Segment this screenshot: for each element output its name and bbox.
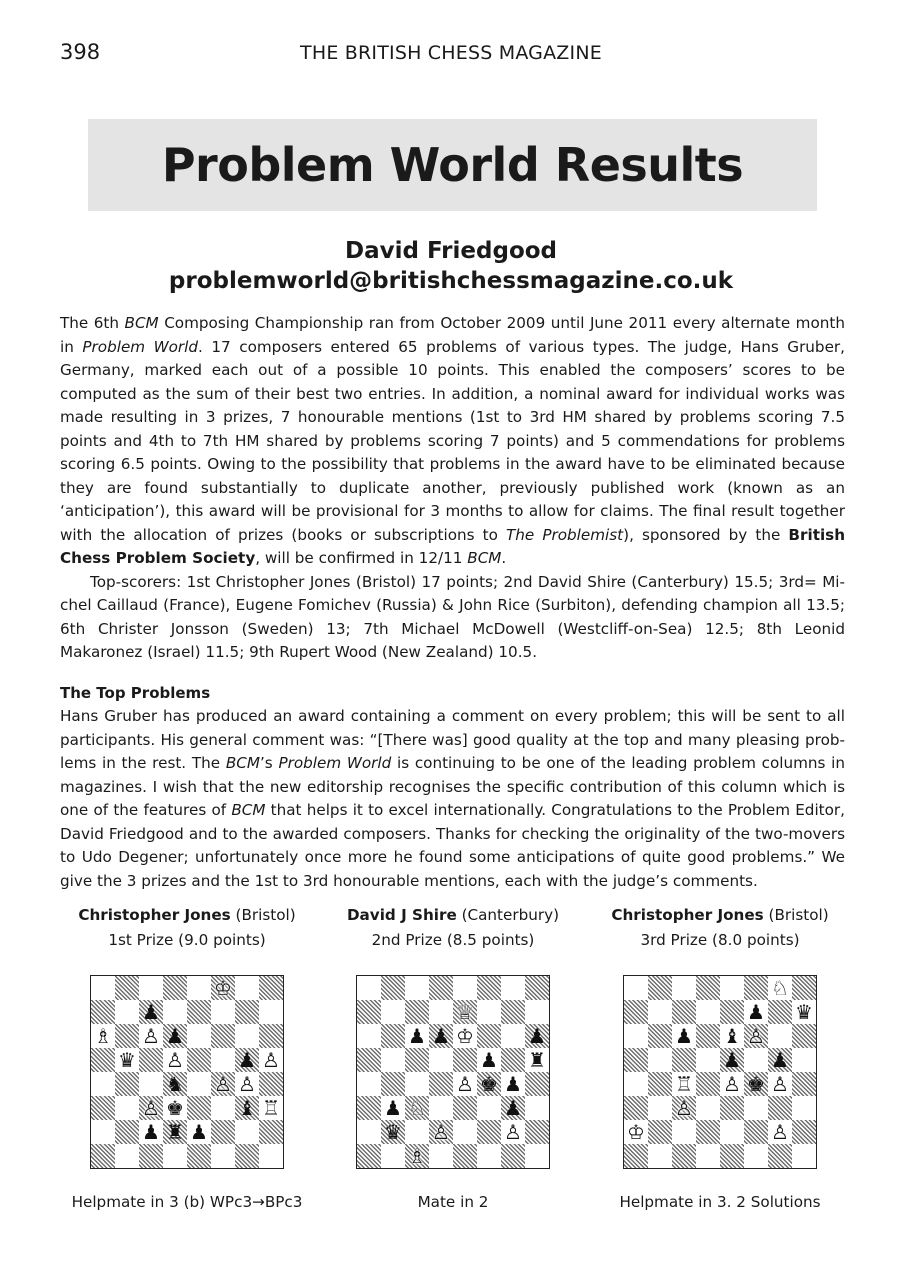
light-square [211,1096,235,1120]
dark-square [187,1000,211,1024]
dark-square [187,1096,211,1120]
composer-place: (Bristol) [763,906,829,924]
black-pawn-icon: ♟ [504,1096,522,1120]
dark-square [381,1072,405,1096]
light-square [477,1096,501,1120]
white-queen-icon: ♕ [456,1000,474,1024]
white-king-icon: ♔ [214,976,232,1000]
prize-label: 1st Prize (9.0 points) [108,931,266,949]
black-pawn-icon: ♟ [480,1048,498,1072]
prize-label: 2nd Prize (8.5 points) [371,931,535,949]
light-square [744,1048,768,1072]
composer-place: (Bristol) [230,906,296,924]
light-square [91,976,115,1000]
white-bishop-icon: ♗ [94,1024,112,1048]
light-square [259,1000,283,1024]
composer-name: Christopher Jones [78,906,231,924]
white-king-icon: ♔ [456,1024,474,1048]
dark-square [792,1072,816,1096]
light-square [624,976,648,1000]
dark-square [187,1048,211,1072]
dark-square [768,1144,792,1168]
dark-square [648,1072,672,1096]
dark-square [648,1024,672,1048]
light-square [381,1000,405,1024]
black-king-icon: ♚ [747,1072,765,1096]
light-square [115,1144,139,1168]
light-square [696,1048,720,1072]
light-square [357,976,381,1000]
black-pawn-icon: ♟ [142,1000,160,1024]
dark-square [115,976,139,1000]
light-square [235,1120,259,1144]
dark-square [139,1048,163,1072]
light-square [429,1096,453,1120]
composer-name: David J Shire [346,906,457,924]
light-square [235,1024,259,1048]
dark-square [235,1144,259,1168]
white-knight-icon: ♘ [408,1096,426,1120]
byline [60,236,842,296]
black-rook-icon: ♜ [528,1048,546,1072]
prize-label: 3rd Prize (8.0 points) [640,931,800,949]
light-square [211,1144,235,1168]
dark-square [259,1024,283,1048]
light-square [211,1048,235,1072]
white-bishop-icon: ♗ [408,1144,426,1168]
light-square [139,976,163,1000]
light-square [696,1144,720,1168]
title-banner [88,119,817,211]
dark-square [525,976,549,1000]
white-pawn-icon: ♙ [504,1120,522,1144]
light-square [624,1024,648,1048]
light-square [624,1072,648,1096]
dark-square [501,1144,525,1168]
light-square [357,1072,381,1096]
light-square [163,1144,187,1168]
dark-square [211,1120,235,1144]
light-square [768,1024,792,1048]
white-pawn-icon: ♙ [675,1096,693,1120]
light-square [672,976,696,1000]
dark-square [696,1072,720,1096]
dark-square [357,1144,381,1168]
light-square [235,976,259,1000]
light-square [405,976,429,1000]
light-square [648,1048,672,1072]
composer-place: (Canterbury) [456,906,560,924]
black-queen-icon: ♛ [118,1048,136,1072]
dark-square [720,1096,744,1120]
black-bishop-icon: ♝ [238,1096,256,1120]
white-pawn-icon: ♙ [747,1024,765,1048]
dark-square [91,1000,115,1024]
diagram-3 [585,903,855,1211]
section-heading: The Top Problems [60,683,211,702]
dark-square [453,1048,477,1072]
dark-square [792,1120,816,1144]
black-pawn-icon: ♟ [675,1024,693,1048]
chess-board [356,975,550,1169]
dark-square [163,976,187,1000]
dark-square [429,976,453,1000]
light-square [429,1144,453,1168]
black-pawn-icon: ♟ [771,1048,789,1072]
dark-square [381,976,405,1000]
light-square [357,1024,381,1048]
black-pawn-icon: ♟ [238,1048,256,1072]
dark-square [672,1048,696,1072]
stipulation: Helpmate in 3 (b) WPc3→BPc3 [71,1193,303,1211]
black-pawn-icon: ♟ [723,1048,741,1072]
dark-square [235,1000,259,1024]
dark-square [501,1048,525,1072]
dark-square [648,976,672,1000]
light-square [259,1144,283,1168]
page-number: 398 [60,40,101,64]
paragraph-top-problems: Hans Gruber has produced an award containing a comment on every problem; this will be sent to all participants. His general comment was: “[There was] good quality at the top and many pleasing problems in the rest. The BCM’s Problem World is continuing to be one of the leading problem columns in magazines. I wish that the new editorship recognises the specific contribution of this column which is one of the features of BCM that helps it to excel internationally. Congratulations to the Problem Editor, David Friedgood and to the awarded composers. Thanks for checking the originality of the two-movers to Udo Degener; unfortunately once more he found some anticipations of quite good problems.” We give the 3 prizes and the 1st to 3rd honourable mentions, each with the judge’s comments. [60,707,846,890]
dark-square [501,1000,525,1024]
dark-square [624,1000,648,1024]
dark-square [187,1144,211,1168]
dark-square [477,1120,501,1144]
light-square [525,1096,549,1120]
white-pawn-icon: ♙ [432,1120,450,1144]
black-knight-icon: ♞ [166,1072,184,1096]
black-king-icon: ♚ [166,1096,184,1120]
dark-square [91,1048,115,1072]
black-bishop-icon: ♝ [723,1024,741,1048]
white-pawn-icon: ♙ [142,1096,160,1120]
black-pawn-icon: ♟ [142,1120,160,1144]
dark-square [720,1144,744,1168]
dark-square [259,1120,283,1144]
light-square [429,1048,453,1072]
light-square [792,1048,816,1072]
white-pawn-icon: ♙ [214,1072,232,1096]
dark-square [525,1120,549,1144]
light-square [187,976,211,1000]
author-name: David Friedgood [344,238,558,264]
black-pawn-icon: ♟ [432,1024,450,1048]
stipulation: Mate in 2 [417,1193,489,1211]
dark-square [792,1024,816,1048]
light-square [792,1144,816,1168]
stipulation: Helpmate in 3. 2 Solutions [619,1193,821,1211]
black-queen-icon: ♛ [795,1000,813,1024]
dark-square [624,1144,648,1168]
dark-square [792,976,816,1000]
white-pawn-icon: ♙ [262,1048,280,1072]
white-pawn-icon: ♙ [723,1072,741,1096]
author-email: problemworld@britishchessmagazine.co.uk [168,268,734,294]
dark-square [624,1096,648,1120]
dark-square [115,1120,139,1144]
black-pawn-icon: ♟ [384,1096,402,1120]
dark-square [211,1024,235,1048]
dark-square [648,1120,672,1144]
dark-square [696,1024,720,1048]
light-square [744,1144,768,1168]
light-square [453,1120,477,1144]
black-rook-icon: ♜ [166,1120,184,1144]
black-pawn-icon: ♟ [408,1024,426,1048]
white-knight-icon: ♘ [771,976,789,1000]
dark-square [720,1000,744,1024]
dark-square [405,1000,429,1024]
light-square [115,1096,139,1120]
light-square [405,1072,429,1096]
dark-square [696,976,720,1000]
dark-square [357,1048,381,1072]
black-pawn-icon: ♟ [504,1072,522,1096]
chess-board [623,975,817,1169]
dark-square [259,1072,283,1096]
dark-square [429,1072,453,1096]
dark-square [525,1072,549,1096]
dark-square [744,976,768,1000]
light-square [405,1120,429,1144]
light-square [187,1024,211,1048]
dark-square [477,976,501,1000]
light-square [477,1000,501,1024]
light-square [525,1144,549,1168]
dark-square [91,1096,115,1120]
dark-square [768,1096,792,1120]
dark-square [453,1096,477,1120]
black-pawn-icon: ♟ [528,1024,546,1048]
light-square [381,1048,405,1072]
light-square [187,1072,211,1096]
light-square [648,1000,672,1024]
white-pawn-icon: ♙ [771,1120,789,1144]
light-square [211,1000,235,1024]
dark-square [357,1000,381,1024]
diagram-1 [52,903,322,1211]
dark-square [744,1120,768,1144]
chess-board [90,975,284,1169]
black-king-icon: ♚ [480,1072,498,1096]
light-square [720,1120,744,1144]
light-square [696,1096,720,1120]
light-square [792,1096,816,1120]
light-square [453,976,477,1000]
light-square [672,1120,696,1144]
composer-name: Christopher Jones [611,906,764,924]
light-square [744,1096,768,1120]
dark-square [768,1000,792,1024]
white-pawn-icon: ♙ [771,1072,789,1096]
black-pawn-icon: ♟ [190,1120,208,1144]
paragraph-top-scorers: Top-scorers: 1st Christopher Jones (Bristol) 17 points; 2nd David Shire (Canterbury) 15.5; 3rd= Michel Caillaud (France), Eugene Fomichev (Russia) & John Rice (Surbiton), defending champion all 13.5; 6th Christer Jonsson (Sweden) 13; 7th Michael McDowell (Westcliff-on-Sea) 12.5; 8th Leonid Makaronez (Israel) 11.5; 9th Rupert Wood (New Zealand) 10.5. [60,572,845,661]
light-square [477,1144,501,1168]
light-square [696,1000,720,1024]
white-pawn-icon: ♙ [238,1072,256,1096]
light-square [429,1000,453,1024]
light-square [501,1024,525,1048]
light-square [720,976,744,1000]
dark-square [357,1096,381,1120]
light-square [91,1120,115,1144]
white-king-icon: ♔ [627,1120,645,1144]
dark-square [453,1144,477,1168]
dark-square [139,1144,163,1168]
light-square [648,1096,672,1120]
dark-square [405,1048,429,1072]
light-square [381,1144,405,1168]
dark-square [672,1144,696,1168]
black-pawn-icon: ♟ [166,1024,184,1048]
light-square [357,1120,381,1144]
light-square [163,1000,187,1024]
white-rook-icon: ♖ [262,1096,280,1120]
dark-square [115,1072,139,1096]
light-square [525,1000,549,1024]
light-square [648,1144,672,1168]
paragraph-intro: The 6th BCM Composing Championship ran from October 2009 until June 2011 every alternate month in Problem World. 17 composers entered 65 problems of various types. The judge, Hans Gruber, Germany, marked each out of a possible 10 points. This enabled the composers’ scores to be computed as the sum of their best two entries. In addition, a nominal award for individual works was made resulting in 3 prizes, 7 honourable mentions (1st to 3rd HM shared by problems scoring 7.5 points and 4th to 7th HM shared by problems scoring 7 points) and 5 commendations for problems scoring 6.5 points. Owing to the possibility that problems in the award have to be eliminated because they are found substantially to duplicate another, previously published work (known as an ‘anticipation’), this award will be provisional for 3 months to allow for claims. The final result together with the allocation of prizes (books or subscriptions to The Problemist), sponsored by the British Chess Problem Society, will be confirmed in 12/11 BCM. [60,314,846,567]
white-pawn-icon: ♙ [166,1048,184,1072]
light-square [91,1072,115,1096]
dark-square [672,1000,696,1024]
black-queen-icon: ♛ [384,1120,402,1144]
dark-square [624,1048,648,1072]
light-square [501,976,525,1000]
running-head: THE BRITISH CHESS MAGAZINE [300,42,602,64]
dark-square [381,1024,405,1048]
dark-square [696,1120,720,1144]
black-pawn-icon: ♟ [747,1000,765,1024]
white-pawn-icon: ♙ [142,1024,160,1048]
page-header [60,40,842,66]
light-square [115,1000,139,1024]
dark-square [115,1024,139,1048]
white-rook-icon: ♖ [675,1072,693,1096]
dark-square [477,1024,501,1048]
page-title: Problem World Results [161,138,744,192]
dark-square [91,1144,115,1168]
dark-square [259,976,283,1000]
diagram-2 [318,903,588,1211]
white-pawn-icon: ♙ [456,1072,474,1096]
article-body [60,312,845,893]
light-square [139,1072,163,1096]
